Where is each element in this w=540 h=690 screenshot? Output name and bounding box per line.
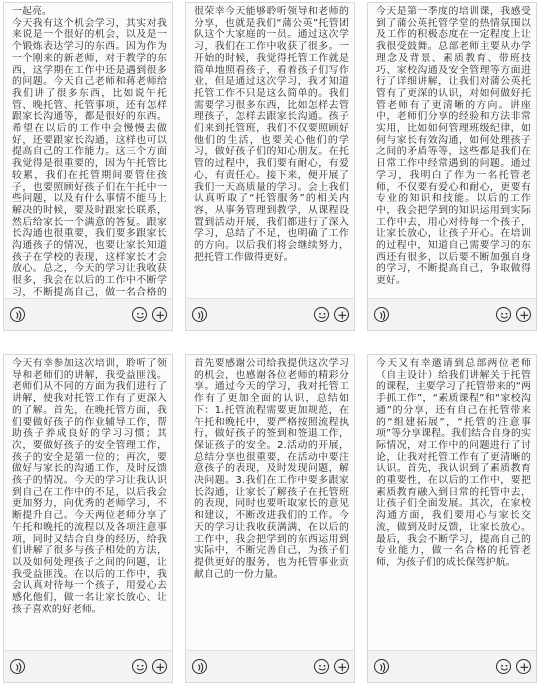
emoji-icon[interactable] bbox=[314, 659, 329, 674]
plus-icon[interactable] bbox=[152, 307, 167, 322]
emoji-icon[interactable] bbox=[314, 307, 329, 322]
chat-input-bar bbox=[186, 298, 354, 330]
chat-screenshot-panel bbox=[3, 354, 173, 683]
chat-screenshot-panel bbox=[367, 354, 537, 683]
emoji-icon[interactable] bbox=[132, 659, 147, 674]
voice-icon[interactable] bbox=[192, 659, 207, 674]
message-content bbox=[376, 358, 531, 647]
message-text: 今天是第一季度的培训课，我感受到了蒲公英托管学堂的热情氛围以及工作的积极态度在一定程度上让我很受鼓舞。总部老师主要从办学理念及背景、素质教育、带班技巧、家校沟通及安全管理等方面进行了详细讲解，让我们对蒲公英托管有了更深的认识，对如何做好托管老师有了更清晰的方向。讲座中，老师们分享的经验和方法非常实用，比如如何管理班级纪律，如何与家长有效沟通，如何处理孩子之间的矛盾等等，这些都是我们在日常工作中经常遇到的问题。通过学习，我明白了作为一名托管老师，不仅要有爱心和耐心，更要有专业的知识和技能。以后的工作中，我会把学到的知识运用到实际工作中去，用心对待每一个孩子，让家长放心，让孩子开心。在培训的过程中，知道自己需要学习的东西还有很多，以后要不断加强自身的学习，不断提高自己，争取做得更好。 bbox=[376, 6, 531, 287]
emoji-icon[interactable] bbox=[132, 307, 147, 322]
message-content bbox=[194, 358, 349, 647]
voice-icon[interactable] bbox=[10, 659, 25, 674]
message-content bbox=[12, 358, 167, 647]
plus-icon[interactable] bbox=[516, 307, 531, 322]
message-text: 今天又有幸邀请到总部两位老师（自主设计）给我们讲解关于托管的课程，主要学习了托管带来的“两手抓工作”，“素质课程”和“家校沟通”的分享，还有自己在托管带来的“组建拓展”，“托管的注意事项”等分享课程。我们结合自身的实际情况，对工作中的问题进行了讨论，让我对托管工作有了更清晰的认识。首先，我认识到了素质教育的重要性，在以后的工作中，要把素质教育融入到日常的托管中去，让孩子们全面发展。其次，在家校沟通方面，我们要用心与家长交流，做到及时反馈，让家长放心。最后，我会不断学习，提高自己的专业能力，做一名合格的托管老师，为孩子们的成长保驾护航。 bbox=[376, 358, 531, 568]
message-content bbox=[12, 6, 167, 298]
voice-icon[interactable] bbox=[192, 307, 207, 322]
chat-screenshot-panel bbox=[367, 2, 537, 331]
plus-icon[interactable] bbox=[152, 659, 167, 674]
emoji-icon[interactable] bbox=[496, 307, 511, 322]
message-text: 首先要感谢公司给我提供这次学习的机会，也感谢各位老师的精彩分享。通过今天的学习，我对托管工作有了更加全面的认识，总结如下：1.托管流程需要更加规范，在午托和晚托中，要严格按照流程执行，做好孩子的签到和签退工作，保证孩子的安全。2.活动的开展，总结分享也很重要，在活动中要注意孩子的表现，及时发现问题，解决问题。3.我们在工作中要多跟家长沟通，让家长了解孩子在托管班的表现，同时也要听取家长的意见和建议，不断改进我们的工作。今天的学习让我收获满满，在以后的工作中，我会把学到的东西运用到实际中，不断完善自己，为孩子们提供更好的服务，也为托管事业贡献自己的一份力量。 bbox=[194, 358, 349, 580]
voice-icon[interactable] bbox=[374, 307, 389, 322]
plus-icon[interactable] bbox=[516, 659, 531, 674]
message-content bbox=[376, 6, 531, 295]
message-text: 很荣幸今天能够聆听领导和老师的分享，也就是我们“蒲公英”托管团队这个大家庭的一员。通过这次学习，我们在工作中收获了很多。一开始的时候，我觉得托管工作就是简单地照看孩子，看着孩子们写作业，但是通过这次学习，我才知道托管工作不只是这么简单的。我们需要学习很多东西，比如怎样去管理孩子，怎样去跟家长沟通。孩子们来到托管班，我们不仅要照顾好他们的生活，也要关心他们的学习，做好孩子们的知心朋友。在托管的过程中，我们要有耐心，有爱心，有责任心。接下来，便开展了我们一天高质量的学习。会上我们认真听取了“托管服务”的相关内容，从事务管理到教学，从课程设置到活动开展，我们都进行了深入学习，总结了不足，也明确了工作的方向。以后我们将会继续努力，把托管工作做得更好。 bbox=[194, 6, 349, 263]
chat-input-bar bbox=[186, 650, 354, 682]
message-content bbox=[194, 6, 349, 295]
message-text: 一起亮。 今天我有这个机会学习，其实对我来说是一个很好的机会，以及是一个锻炼表达学习的东西。因为作为一个刚来的新老师，对于教学的东西，这学期在工作中还是遇到很多的问题。今天自己老师和蒋老师给我们讲了很多东西，比如说午托管、晚托管、托管事项，还有怎样跟家长沟通等，都是很好的东西。希望在以后的工作中会慢慢去做好，还要跟家长沟通，这样也可以提高自己的工作能力。这三个方面我觉得是很重要的，因为午托管比较累，我们在托管期间要管住孩子，也要照顾好孩子们在午托中一些问题，以及有什么事情不能马上解决的时候，要及时跟家长联系，然后给家长一个满意的答复。跟家长沟通也很重要，我们要多跟家长沟通孩子的情况，也要让家长知道孩子在学校的表现，这样家长才会放心。总之，今天的学习让我收获很多，我会在以后的工作中不断学习，不断提高自己，做一名合格的 bbox=[12, 6, 167, 298]
chat-input-bar bbox=[368, 298, 536, 330]
chat-screenshot-panel bbox=[185, 354, 355, 683]
plus-icon[interactable] bbox=[334, 659, 349, 674]
chat-screenshot-panel bbox=[3, 2, 173, 331]
chat-screenshot-panel bbox=[185, 2, 355, 331]
voice-icon[interactable] bbox=[10, 307, 25, 322]
chat-input-bar bbox=[4, 298, 172, 330]
message-text: 今天有幸参加这次培训，聆听了领导和老师们的讲解，我受益匪浅。老师们从不同的方面为我们进行了讲解，使我对托管工作有了更深入的了解。首先，在晚托管方面，我们要做好孩子的作业辅导工作，帮助孩子养成良好的学习习惯；其次，要做好孩子的安全管理工作，孩子的安全是第一位的；再次，要做好与家长的沟通工作，及时反馈孩子的情况。今天的学习让我认识到自己在工作中的不足，以后我会更加努力，向优秀的老师学习，不断提升自己。今天两位老师分享了午托和晚托的流程以及各项注意事项，同时又结合自身的经历，给我们讲解了很多与孩子相处的方法，以及如何处理孩子之间的问题，让我受益匪浅。在以后的工作中，我会认真对待每一个孩子，用爱心去感化他们，做一名让家长放心、让孩子喜欢的好老师。 bbox=[12, 358, 167, 615]
voice-icon[interactable] bbox=[374, 659, 389, 674]
chat-input-bar bbox=[368, 650, 536, 682]
chat-input-bar bbox=[4, 650, 172, 682]
emoji-icon[interactable] bbox=[496, 659, 511, 674]
plus-icon[interactable] bbox=[334, 307, 349, 322]
